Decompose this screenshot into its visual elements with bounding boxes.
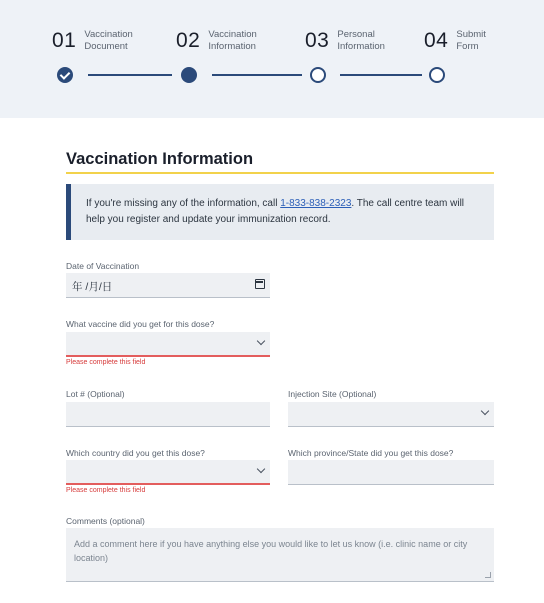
step-3-label	[337, 29, 385, 53]
date-value: 年 /月/日	[72, 281, 113, 293]
country-error: Please complete this field	[66, 487, 146, 494]
country-select[interactable]	[66, 460, 270, 485]
step-2-current-dot	[181, 67, 197, 83]
section-title: Vaccination Information	[66, 150, 254, 168]
vaccine-error: Please complete this field	[66, 359, 146, 366]
calendar-icon[interactable]	[255, 279, 265, 289]
step-1-label	[84, 29, 132, 53]
step-4	[424, 28, 486, 54]
step-connector-1	[88, 74, 172, 76]
step-2-label-line2: Information	[208, 41, 256, 52]
step-4-pending-dot	[429, 67, 445, 83]
chevron-down-icon	[257, 337, 265, 345]
step-3-pending-dot	[310, 67, 326, 83]
step-2-label-line1: Vaccination	[208, 29, 257, 40]
info-text-after: . The call centre team will help you register and update your immunization record.	[86, 198, 465, 225]
step-4-label-line2: Form	[456, 41, 479, 52]
step-connector-2	[212, 74, 302, 76]
step-2	[176, 28, 257, 54]
chevron-down-icon	[481, 407, 489, 415]
vaccine-label: What vaccine did you get for this dose?	[66, 319, 215, 329]
chevron-down-icon	[257, 465, 265, 473]
step-3-label-line2: Information	[337, 41, 385, 52]
comments-textarea[interactable]	[66, 528, 494, 582]
step-3-number: 03	[305, 29, 330, 52]
vaccine-select[interactable]	[66, 332, 270, 357]
province-input[interactable]	[288, 460, 494, 485]
step-1-label-line1: Vaccination	[84, 29, 133, 40]
info-callout	[66, 184, 494, 240]
step-3-label-line1: Personal	[337, 29, 375, 40]
step-1	[52, 28, 133, 54]
lot-input[interactable]	[66, 402, 270, 427]
step-1-label-line2: Document	[84, 41, 128, 52]
site-label: Injection Site (Optional)	[288, 389, 377, 399]
progress-stepper	[0, 0, 544, 118]
injection-site-select[interactable]	[288, 402, 494, 427]
resize-handle-icon[interactable]	[485, 572, 491, 578]
title-underline	[66, 172, 494, 174]
country-label: Which country did you get this dose?	[66, 448, 205, 458]
step-1-number: 01	[52, 29, 77, 52]
step-4-label	[456, 29, 486, 53]
step-2-label	[208, 29, 256, 53]
date-label: Date of Vaccination	[66, 261, 140, 271]
comments-label: Comments (optional)	[66, 516, 145, 526]
call-centre-phone-link[interactable]: 1-833-838-2323	[280, 198, 352, 209]
step-4-number: 04	[424, 29, 449, 52]
step-connector-3	[340, 74, 422, 76]
province-label: Which province/State did you get this dose?	[288, 448, 454, 458]
comments-placeholder: Add a comment here if you have anything else you would like to let us know (i.e. clinic name or city location)	[74, 539, 468, 563]
lot-label: Lot # (Optional)	[66, 389, 125, 399]
step-4-label-line1: Submit	[456, 29, 486, 40]
info-text-before: If you're missing any of the information, call	[86, 198, 281, 209]
step-3	[305, 28, 385, 54]
step-1-check-icon	[57, 67, 73, 83]
date-input[interactable]	[66, 273, 270, 298]
step-2-number: 02	[176, 29, 201, 52]
